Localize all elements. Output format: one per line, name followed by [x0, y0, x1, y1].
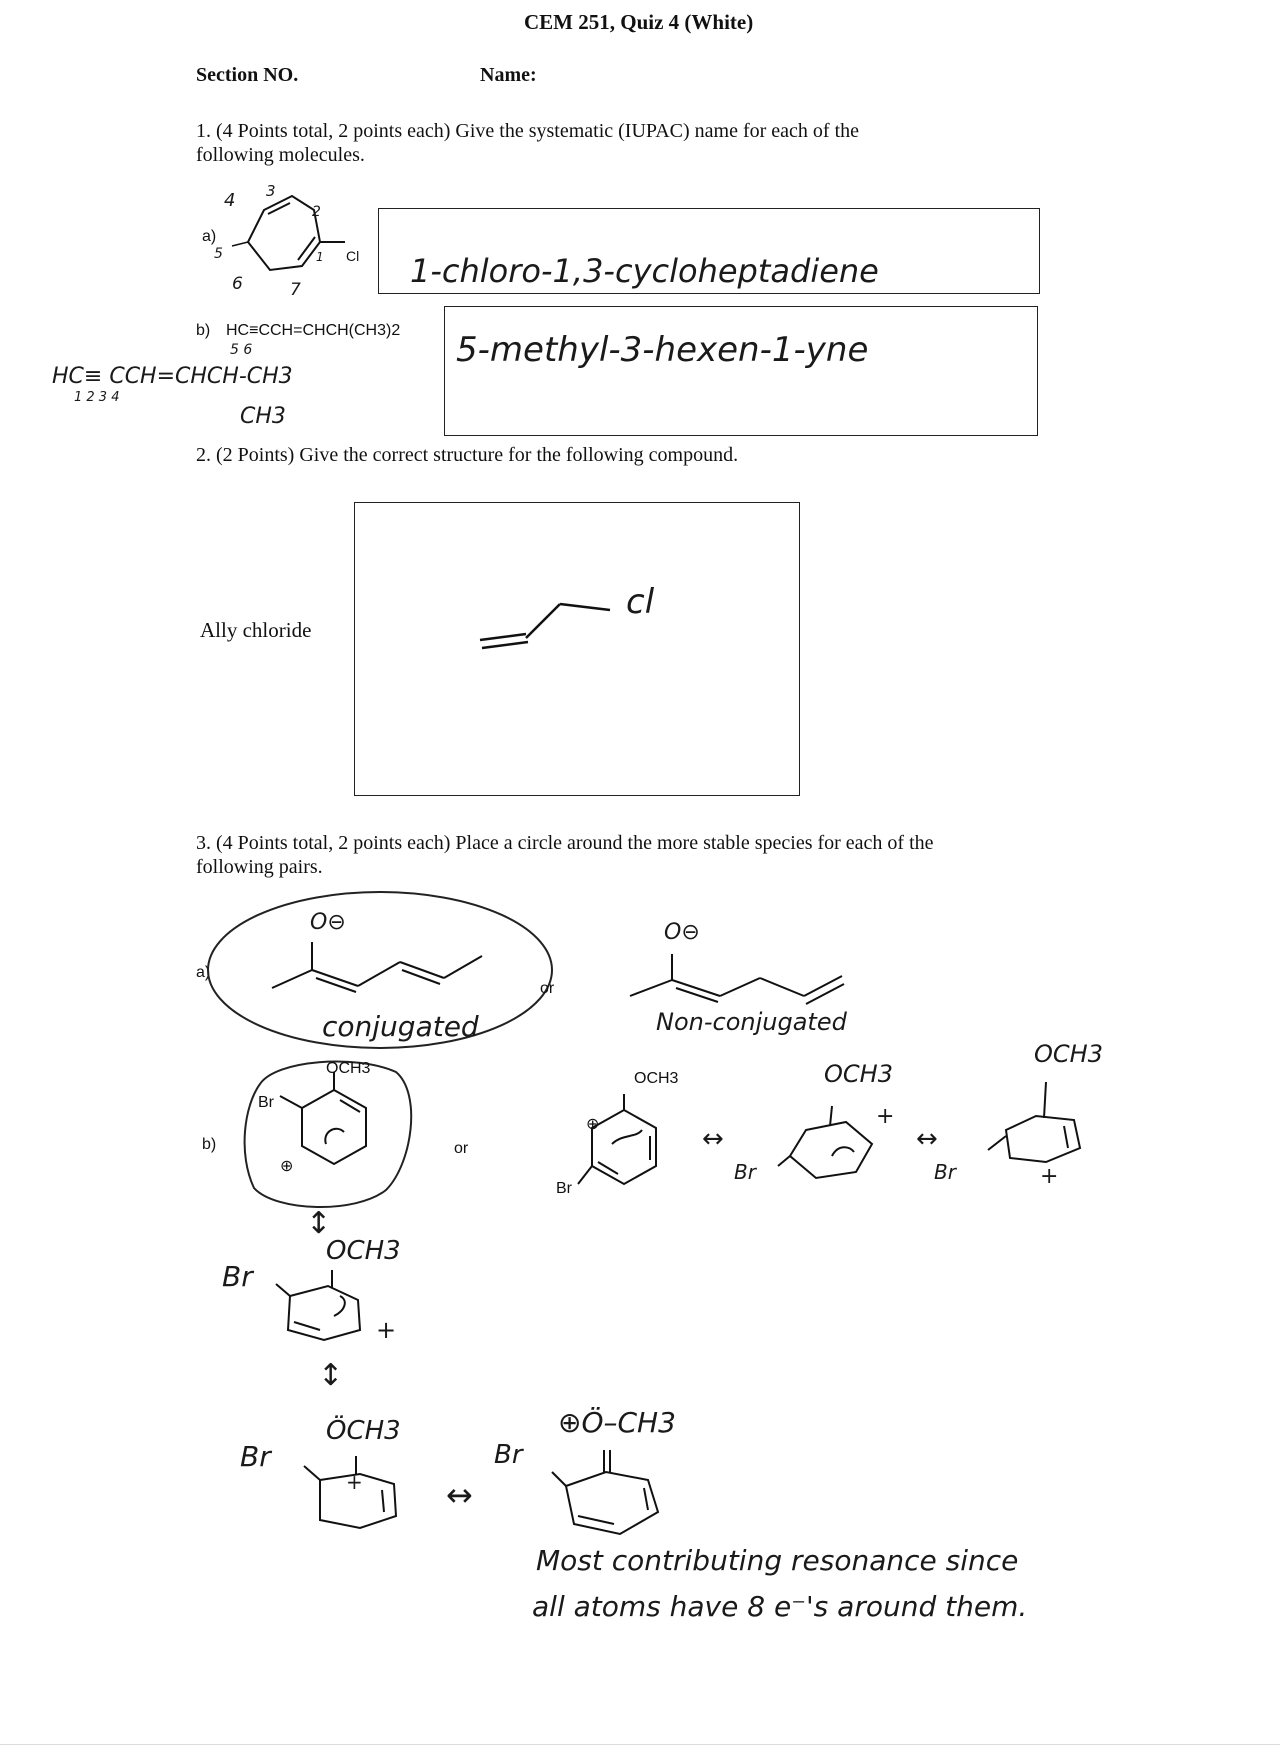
resonance-structure-4 [250, 1260, 400, 1360]
resonance-structure-2 [776, 1100, 886, 1190]
quiz-title: CEM 251, Quiz 4 (White) [524, 10, 754, 34]
resonance-4-och3: OCH3 [326, 1236, 401, 1266]
resonance-4-br: Br [222, 1260, 253, 1293]
resonance-arrow-2: ↔ [916, 1124, 938, 1154]
q3b-right-plus-charge: ⊕ [586, 1116, 600, 1133]
q3a-left-oxide: O⊖ [310, 910, 346, 935]
q1a-num-4: 4 [224, 190, 236, 211]
resonance-2-och3: OCH3 [824, 1060, 893, 1088]
resonance-structure-6 [540, 1436, 690, 1546]
q1a-label: a) [202, 228, 217, 245]
name-label: Name: [480, 64, 537, 86]
resonance-arrow-1: ↔ [702, 1124, 724, 1154]
resonance-3-br: Br [934, 1160, 956, 1184]
q1b-answer-box [444, 306, 1038, 436]
resonance-5-plus: + [346, 1470, 363, 1494]
q1a-num-5: 5 [214, 246, 223, 262]
q3b-left-br: Br [258, 1094, 274, 1111]
scan-edge-line [0, 1744, 1280, 1745]
q1a-answer-text: 1-chloro-1,3-cycloheptadiene [410, 252, 879, 290]
resonance-3-plus: + [1040, 1164, 1059, 1189]
q2-compound-name: Ally chloride [200, 618, 312, 642]
q1b-scratch-ch3: CH3 [240, 404, 286, 429]
q2-cl-label: cl [626, 582, 655, 622]
q3b-right-br: Br [556, 1180, 572, 1197]
q1a-num-6: 6 [232, 274, 243, 294]
resonance-2-br: Br [734, 1160, 756, 1184]
resonance-structure-3 [980, 1076, 1090, 1186]
q3b-left-circle-and-structure [236, 1054, 420, 1214]
q1-prompt-line2: following molecules. [196, 144, 365, 166]
resonance-5-br: Br [240, 1440, 271, 1473]
q3-prompt-line1: 3. (4 Points total, 2 points each) Place a circle around the more stable species for each of the [196, 832, 934, 854]
q1a-num-7: 7 [290, 280, 301, 300]
q1b-formula: HC≡CCH=CHCH(CH3)2 [226, 322, 401, 339]
q1b-scratch-formula: HC≡ CCH=CHCH-CH3 [52, 364, 293, 389]
q3b-or: or [454, 1140, 469, 1157]
allyl-chloride-structure [470, 590, 620, 660]
q1b-label: b) [196, 322, 211, 339]
resonance-2-plus: + [876, 1104, 895, 1129]
q3a-left-note: conjugated [322, 1010, 479, 1043]
conclusion-line2: all atoms have 8 e⁻'s around them. [532, 1590, 1028, 1623]
resonance-6-br: Br [494, 1440, 523, 1470]
resonance-structure-5 [290, 1450, 430, 1540]
q2-prompt: 2. (2 Points) Give the correct structure for the following compound. [196, 444, 739, 466]
q1-prompt-line1: 1. (4 Points total, 2 points each) Give the systematic (IUPAC) name for each of the [196, 120, 859, 142]
q1b-scratch-numbers-bottom: 1 2 3 4 [74, 390, 120, 405]
resonance-5-och3: ÖCH3 [326, 1416, 401, 1446]
q3a-right-oxide: O⊖ [664, 920, 700, 945]
q1a-cl-substituent: Cl [346, 248, 360, 264]
q3a-or: or [540, 980, 555, 997]
q3b-right-structure [570, 1080, 690, 1210]
resonance-arrow-down-1: ↕ [306, 1206, 332, 1241]
q3a-right-note: Non-conjugated [656, 1008, 847, 1036]
section-label: Section NO. [196, 64, 299, 86]
q1a-num-1: 1 [316, 250, 324, 264]
q1b-scratch-numbers-top: 5 6 [230, 342, 253, 358]
resonance-4-plus: + [376, 1316, 397, 1344]
q3b-label: b) [202, 1136, 217, 1153]
q1b-answer-text: 5-methyl-3-hexen-1-yne [456, 330, 869, 370]
resonance-3-och3: OCH3 [1034, 1040, 1103, 1068]
q3-prompt-line2: following pairs. [196, 856, 323, 878]
q3a-label: a) [196, 964, 211, 981]
q3b-left-och3: OCH3 [326, 1060, 371, 1077]
q1a-num-2: 2 [312, 204, 321, 220]
conclusion-line1: Most contributing resonance since [536, 1544, 1019, 1577]
q3b-left-plus-charge: ⊕ [280, 1158, 294, 1175]
resonance-6-och3: ⊕Ö–CH3 [558, 1406, 676, 1439]
q3b-right-och3: OCH3 [634, 1070, 679, 1087]
resonance-arrow-down-2: ↕ [318, 1358, 344, 1393]
resonance-arrow-3: ↔ [446, 1476, 473, 1514]
q1a-num-3: 3 [266, 182, 276, 200]
